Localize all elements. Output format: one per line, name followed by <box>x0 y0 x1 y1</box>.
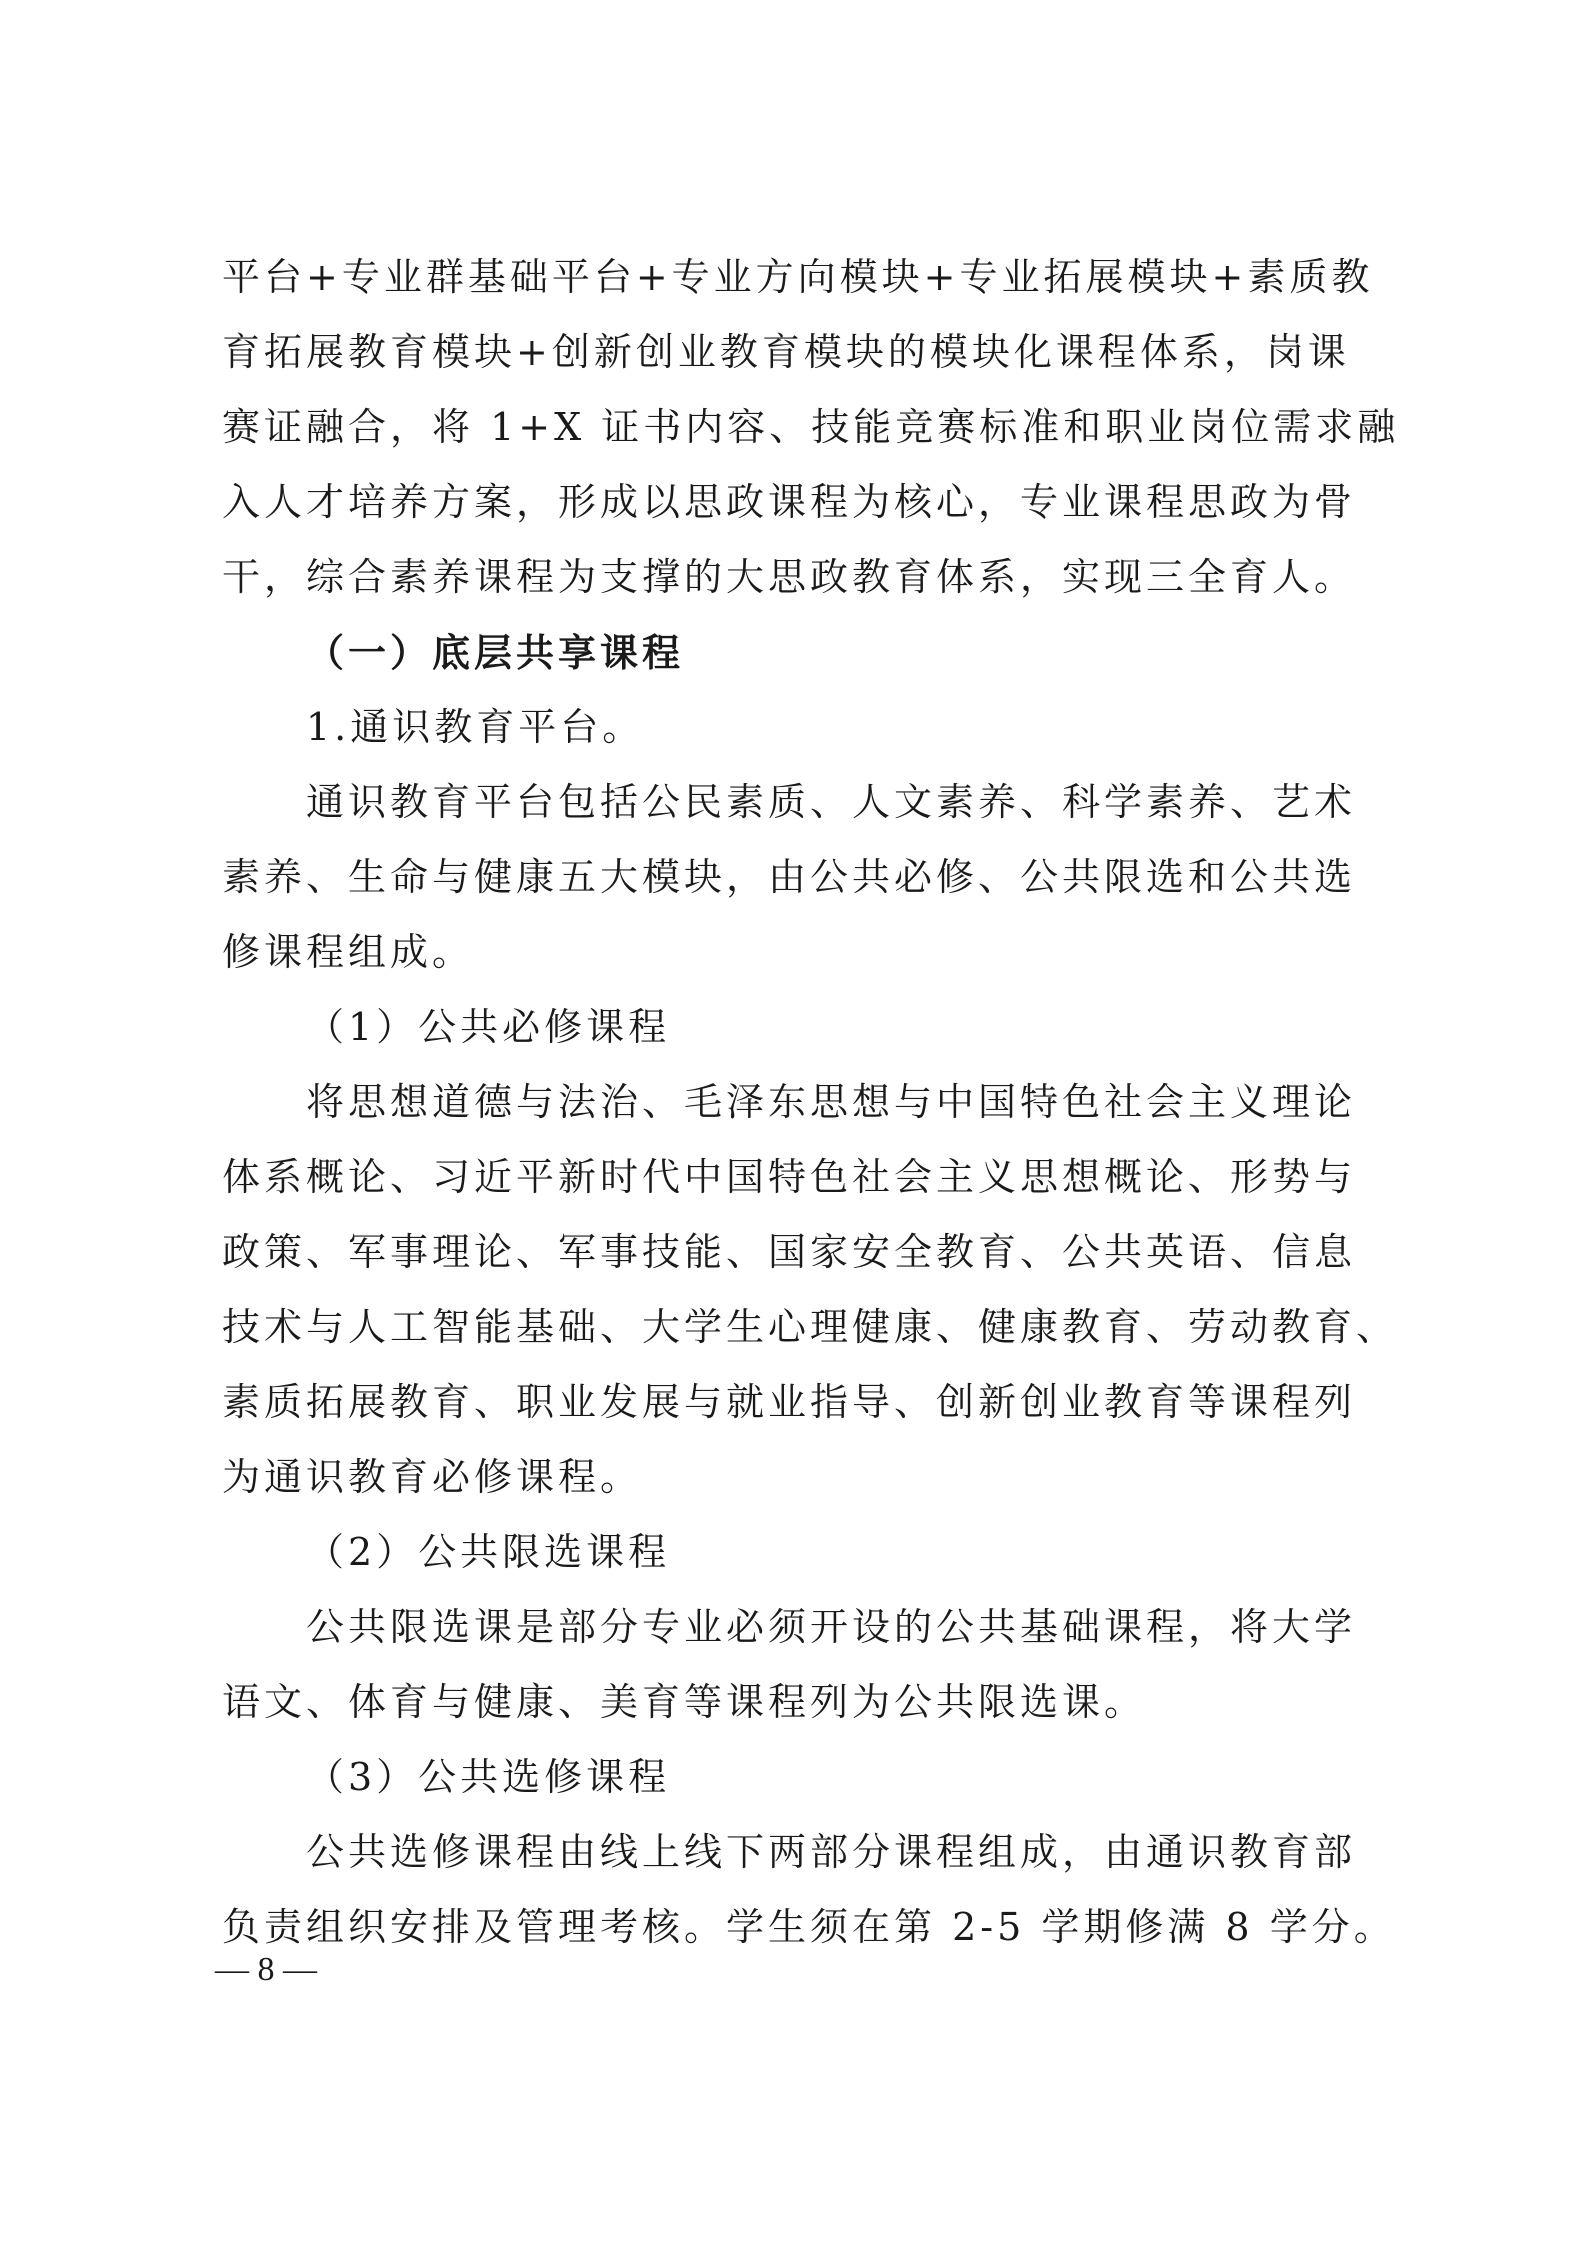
paragraph-line: 修课程组成。 <box>222 930 475 974</box>
page-number: — 8 — <box>215 1951 317 1988</box>
body-line: 育拓展教育模块+创新创业教育模块的模块化课程体系，岗课 <box>222 330 1350 374</box>
body-line: 干，综合素养课程为支撑的大思政教育体系，实现三全育人。 <box>222 555 1357 599</box>
body-line: 平台+专业群基础平台+专业方向模块+专业拓展模块+素质教 <box>222 255 1374 299</box>
paragraph-line: 语文、体育与健康、美育等课程列为公共限选课。 <box>222 1680 1147 1724</box>
document-body <box>222 240 1400 1965</box>
paragraph-line: 政策、军事理论、军事技能、国家安全教育、公共英语、信息 <box>222 1230 1357 1274</box>
paragraph-line: 将思想道德与法治、毛泽东思想与中国特色社会主义理论 <box>306 1080 1357 1124</box>
item-title: （2）公共限选课程 <box>306 1530 671 1574</box>
paragraph-line: 体系概论、习近平新时代中国特色社会主义思想概论、形势与 <box>222 1155 1357 1199</box>
paragraph-line: 负责组织安排及管理考核。学生须在第 2-5 学期修满 8 学分。 <box>222 1905 1396 1949</box>
paragraph-line: 公共限选课是部分专业必须开设的公共基础课程，将大学 <box>306 1605 1357 1649</box>
paragraph-line: 为通识教育必修课程。 <box>222 1455 643 1499</box>
body-line: 赛证融合，将 1+X 证书内容、技能竞赛标准和职业岗位需求融 <box>222 405 1400 449</box>
paragraph-line: 技术与人工智能基础、大学生心理健康、健康教育、劳动教育、 <box>222 1305 1399 1349</box>
paragraph-line: 公共选修课程由线上线下两部分课程组成，由通识教育部 <box>306 1830 1357 1874</box>
body-line: 入人才培养方案，形成以思政课程为核心，专业课程思政为骨 <box>222 480 1357 524</box>
item-title: （3）公共选修课程 <box>306 1755 671 1799</box>
subsection-title: 1.通识教育平台。 <box>306 705 645 749</box>
paragraph-line: 通识教育平台包括公民素质、人文素养、科学素养、艺术 <box>306 780 1357 824</box>
section-heading: （一）底层共享课程 <box>306 630 685 675</box>
paragraph-line: 素养、生命与健康五大模块，由公共必修、公共限选和公共选 <box>222 855 1357 899</box>
paragraph-line: 素质拓展教育、职业发展与就业指导、创新创业教育等课程列 <box>222 1380 1357 1424</box>
item-title: （1）公共必修课程 <box>306 1005 671 1049</box>
